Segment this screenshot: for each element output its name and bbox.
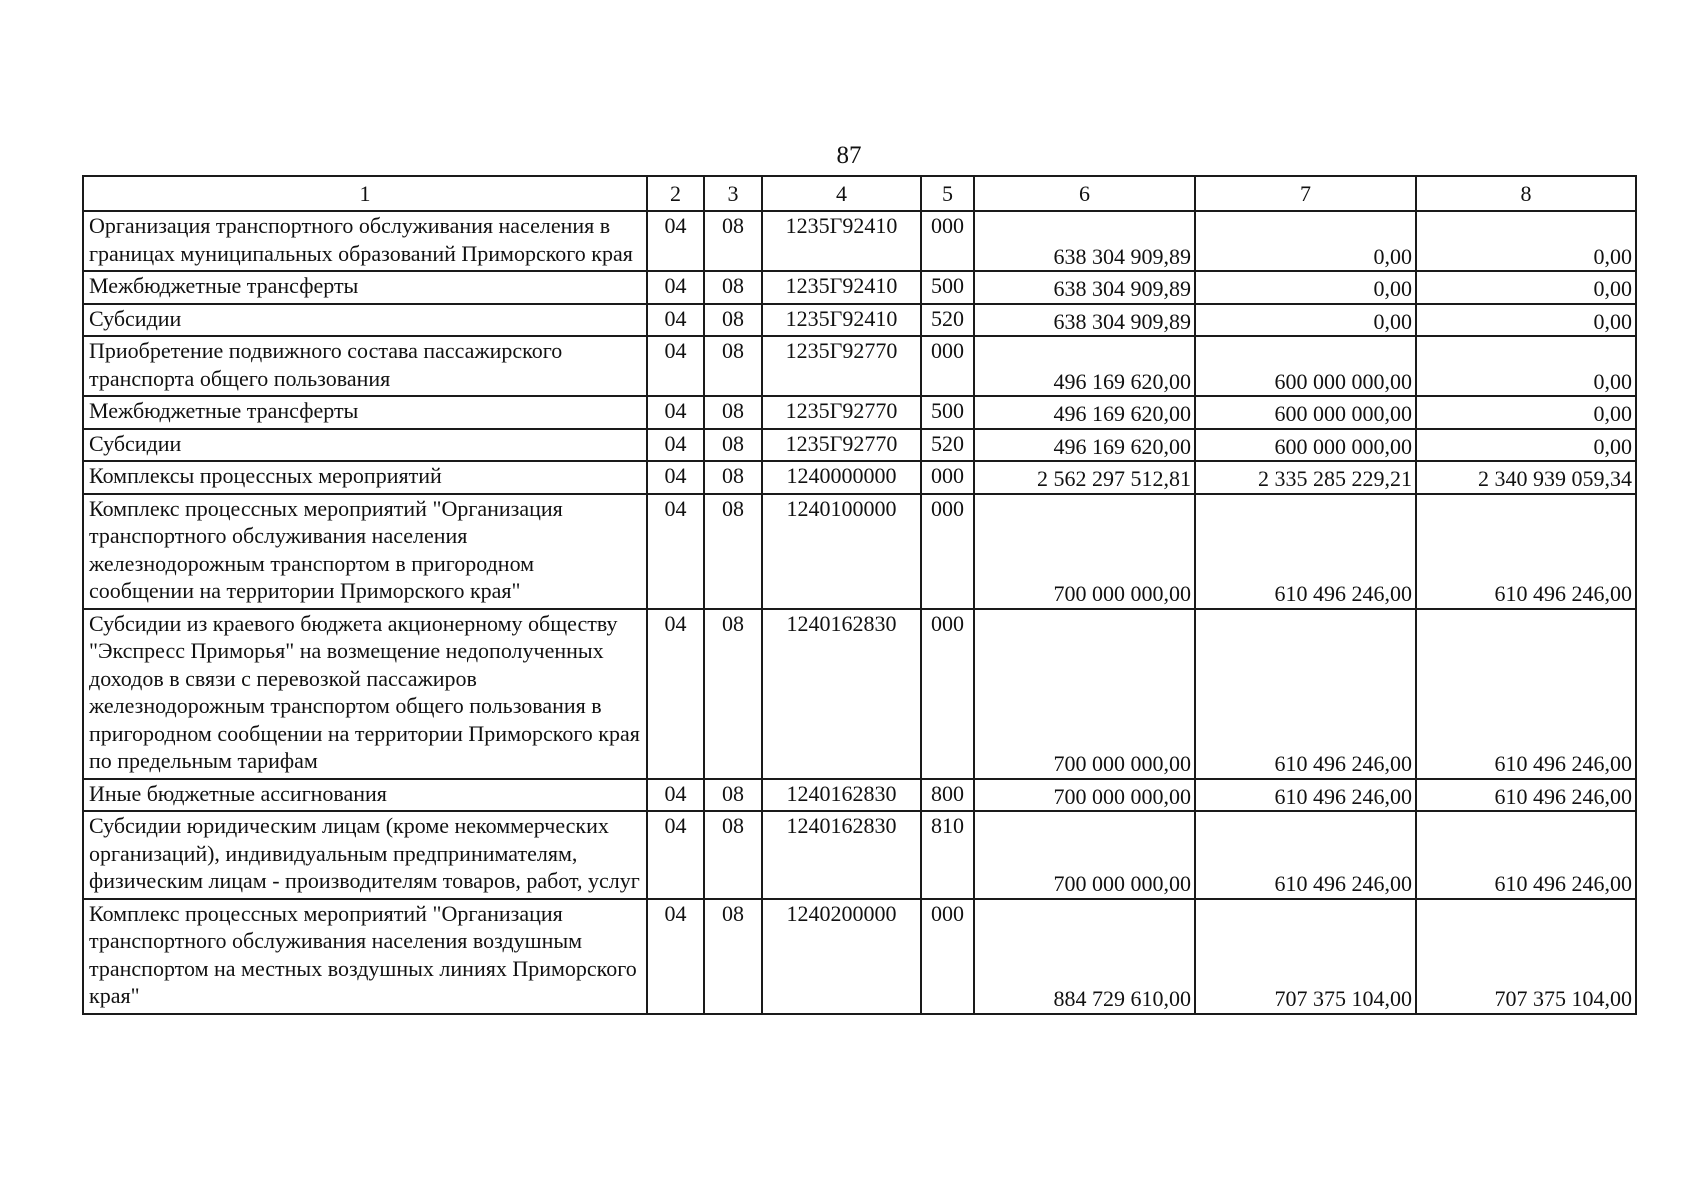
amount-col6: 496 169 620,00 [974, 429, 1195, 462]
amount-col6: 2 562 297 512,81 [974, 461, 1195, 494]
header-cell: 3 [704, 176, 762, 211]
section-code: 04 [647, 271, 704, 304]
subsection-code: 08 [704, 271, 762, 304]
table-row [83, 271, 1636, 304]
subsection-code: 08 [704, 336, 762, 396]
target-article-code: 1235Г92410 [762, 271, 921, 304]
item-name: Комплекс процессных мероприятий "Организация транспортного обслуживания населения воздушным транспортом на местных воздушных линиях Приморского края" [83, 899, 647, 1014]
header-cell: 1 [83, 176, 647, 211]
amount-col8: 0,00 [1416, 271, 1636, 304]
subsection-code: 08 [704, 304, 762, 337]
amount-col7: 610 496 246,00 [1195, 779, 1416, 812]
table-row [83, 429, 1636, 462]
subsection-code: 08 [704, 429, 762, 462]
target-article-code: 1235Г92770 [762, 396, 921, 429]
target-article-code: 1235Г92770 [762, 429, 921, 462]
header-cell: 8 [1416, 176, 1636, 211]
page-number: 87 [836, 142, 862, 169]
item-name: Иные бюджетные ассигнования [83, 779, 647, 812]
item-name: Организация транспортного обслуживания населения в границах муниципальных образований Приморского края [83, 211, 647, 271]
amount-col7: 610 496 246,00 [1195, 494, 1416, 609]
table-row [83, 336, 1636, 396]
amount-col6: 496 169 620,00 [974, 396, 1195, 429]
target-article-code: 1240162830 [762, 779, 921, 812]
expense-type-code: 000 [921, 461, 974, 494]
amount-col8: 0,00 [1416, 396, 1636, 429]
section-code: 04 [647, 396, 704, 429]
table-row [83, 899, 1636, 1014]
item-name: Субсидии юридическим лицам (кроме некоммерческих организаций), индивидуальным предпринимателям, физическим лицам - производителям товаров, работ, услуг [83, 811, 647, 899]
item-name: Субсидии из краевого бюджета акционерному обществу "Экспресс Приморья" на возмещение недополученных доходов в связи с перевозкой пассажиров железнодорожным транспортом общего пользования в пригородном сообщении на территории Приморского края по предельным тарифам [83, 609, 647, 779]
target-article-code: 1235Г92770 [762, 336, 921, 396]
subsection-code: 08 [704, 461, 762, 494]
expense-type-code: 810 [921, 811, 974, 899]
subsection-code: 08 [704, 211, 762, 271]
section-code: 04 [647, 494, 704, 609]
item-name: Комплекс процессных мероприятий "Организация транспортного обслуживания населения железнодорожным транспортом в пригородном сообщении на территории Приморского края" [83, 494, 647, 609]
table-header-row [83, 176, 1636, 211]
amount-col6: 884 729 610,00 [974, 899, 1195, 1014]
subsection-code: 08 [704, 494, 762, 609]
amount-col8: 610 496 246,00 [1416, 811, 1636, 899]
item-name: Межбюджетные трансферты [83, 396, 647, 429]
expense-type-code: 520 [921, 429, 974, 462]
amount-col7: 610 496 246,00 [1195, 811, 1416, 899]
amount-col7: 600 000 000,00 [1195, 336, 1416, 396]
target-article-code: 1240100000 [762, 494, 921, 609]
amount-col8: 0,00 [1416, 336, 1636, 396]
amount-col8: 707 375 104,00 [1416, 899, 1636, 1014]
amount-col8: 0,00 [1416, 211, 1636, 271]
amount-col7: 2 335 285 229,21 [1195, 461, 1416, 494]
item-name: Комплексы процессных мероприятий [83, 461, 647, 494]
header-cell: 2 [647, 176, 704, 211]
amount-col7: 0,00 [1195, 211, 1416, 271]
amount-col6: 638 304 909,89 [974, 211, 1195, 271]
table-row [83, 609, 1636, 779]
target-article-code: 1240162830 [762, 811, 921, 899]
item-name: Субсидии [83, 429, 647, 462]
expense-type-code: 000 [921, 609, 974, 779]
target-article-code: 1240000000 [762, 461, 921, 494]
subsection-code: 08 [704, 899, 762, 1014]
section-code: 04 [647, 811, 704, 899]
header-cell: 4 [762, 176, 921, 211]
subsection-code: 08 [704, 779, 762, 812]
amount-col7: 0,00 [1195, 304, 1416, 337]
item-name: Межбюджетные трансферты [83, 271, 647, 304]
item-name: Приобретение подвижного состава пассажирского транспорта общего пользования [83, 336, 647, 396]
amount-col6: 638 304 909,89 [974, 271, 1195, 304]
table-row [83, 494, 1636, 609]
table-row [83, 211, 1636, 271]
amount-col7: 600 000 000,00 [1195, 429, 1416, 462]
amount-col7: 610 496 246,00 [1195, 609, 1416, 779]
section-code: 04 [647, 336, 704, 396]
expense-type-code: 000 [921, 211, 974, 271]
amount-col8: 0,00 [1416, 304, 1636, 337]
section-code: 04 [647, 779, 704, 812]
amount-col8: 2 340 939 059,34 [1416, 461, 1636, 494]
header-cell: 7 [1195, 176, 1416, 211]
target-article-code: 1240200000 [762, 899, 921, 1014]
subsection-code: 08 [704, 811, 762, 899]
amount-col6: 700 000 000,00 [974, 779, 1195, 812]
amount-col6: 496 169 620,00 [974, 336, 1195, 396]
expense-type-code: 000 [921, 899, 974, 1014]
amount-col6: 700 000 000,00 [974, 494, 1195, 609]
amount-col8: 610 496 246,00 [1416, 779, 1636, 812]
subsection-code: 08 [704, 609, 762, 779]
header-cell: 5 [921, 176, 974, 211]
amount-col8: 0,00 [1416, 429, 1636, 462]
expense-type-code: 500 [921, 396, 974, 429]
expense-type-code: 520 [921, 304, 974, 337]
subsection-code: 08 [704, 396, 762, 429]
amount-col8: 610 496 246,00 [1416, 494, 1636, 609]
target-article-code: 1235Г92410 [762, 211, 921, 271]
table-row [83, 811, 1636, 899]
amount-col7: 0,00 [1195, 271, 1416, 304]
amount-col6: 700 000 000,00 [974, 811, 1195, 899]
budget-table [82, 175, 1637, 1015]
table-row [83, 304, 1636, 337]
section-code: 04 [647, 211, 704, 271]
section-code: 04 [647, 609, 704, 779]
table-row [83, 396, 1636, 429]
expense-type-code: 000 [921, 336, 974, 396]
expense-type-code: 000 [921, 494, 974, 609]
section-code: 04 [647, 899, 704, 1014]
target-article-code: 1240162830 [762, 609, 921, 779]
amount-col6: 638 304 909,89 [974, 304, 1195, 337]
table-row [83, 461, 1636, 494]
amount-col7: 600 000 000,00 [1195, 396, 1416, 429]
header-cell: 6 [974, 176, 1195, 211]
amount-col8: 610 496 246,00 [1416, 609, 1636, 779]
section-code: 04 [647, 461, 704, 494]
amount-col6: 700 000 000,00 [974, 609, 1195, 779]
amount-col7: 707 375 104,00 [1195, 899, 1416, 1014]
table-row [83, 779, 1636, 812]
expense-type-code: 800 [921, 779, 974, 812]
section-code: 04 [647, 429, 704, 462]
expense-type-code: 500 [921, 271, 974, 304]
item-name: Субсидии [83, 304, 647, 337]
target-article-code: 1235Г92410 [762, 304, 921, 337]
section-code: 04 [647, 304, 704, 337]
